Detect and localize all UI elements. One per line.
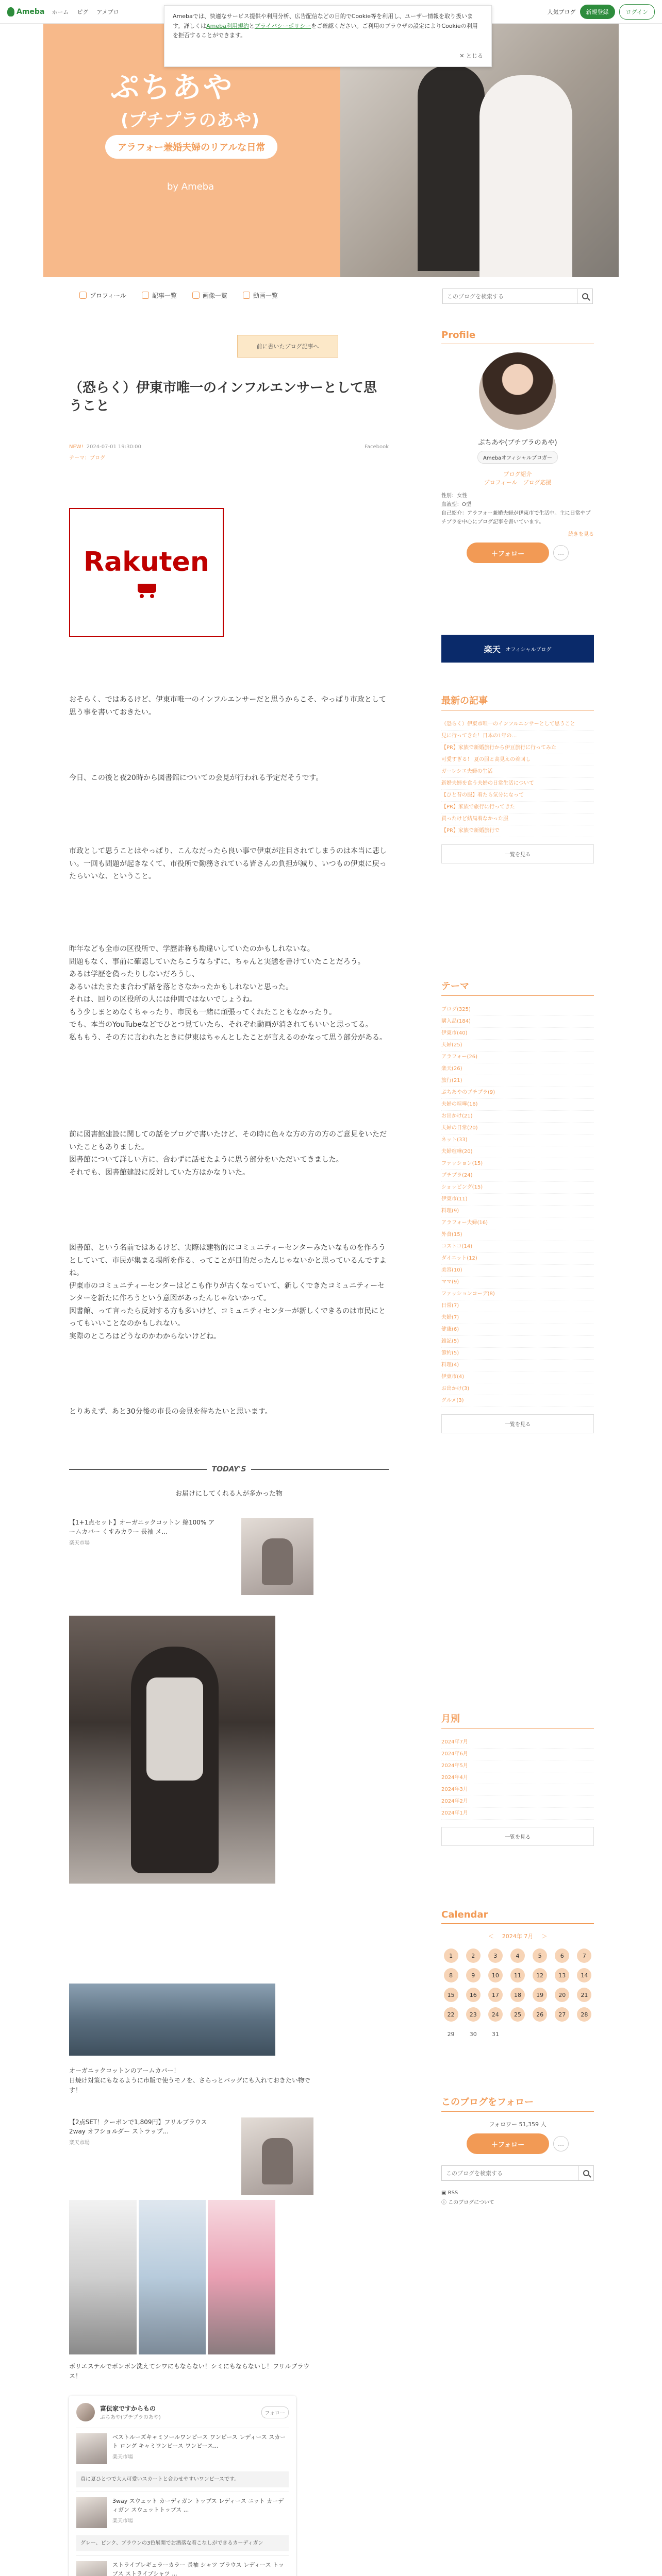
rakuten-wordmark: Rakuten [84, 547, 209, 578]
calendar-day[interactable]: 24 [488, 2007, 503, 2022]
product-title: 【2点SET！クーポンで1,809円】フリルブラウス 2way オフショルダー ストラップ... [69, 2119, 207, 2135]
sidebar-calendar [441, 1909, 594, 2041]
theme-link[interactable]: 伊東市(11) [441, 1194, 594, 1206]
article-paragraph: 昨年なども全市の区役所で、学歴詐称も勘違いしていたのかもしれないな。 問題もなく、事前に確認していたらこうならずに、ちゃんと実態を書けていたことだろう。 あるは学歴を偽ったりしないだろうし、 あるいはたまたま合わず話を落とさなかったかもしれないと思った。 それは、回りの区役所の人には仲間ではないでしょうね。 もう少しまとめなくちゃったり、市民も一緒に頑張ってくれたこともなかったり。 でも、本当のYouTubeなどでひとつ見ていたら、それぞれ動画が消されてもいいと思ってる。 私ももう、その方に言われたときに伊東はちゃんとしたことが言えるのかなって思う部分がある。 [69, 945, 387, 1042]
theme-list [441, 1004, 594, 1407]
profile-heading: Profile [441, 330, 594, 344]
official-badge: Amebaオフィシャルブロガー [477, 451, 558, 464]
banner-subtitle: (プチプラのあや) [121, 110, 260, 131]
theme-link[interactable]: 伊東市(4) [441, 1371, 594, 1383]
follow-button[interactable]: ＋フォロー [467, 543, 549, 563]
theme-link[interactable]: ショッピング(15) [441, 1182, 594, 1194]
rss-label: RSS [448, 2190, 458, 2196]
list-icon [142, 292, 149, 299]
avatar[interactable] [479, 352, 556, 430]
nav-entries[interactable]: 記事一覧 [142, 291, 177, 300]
profile-name[interactable]: ぷちあや(プチプラのあや) [478, 439, 557, 447]
recent-entry-link[interactable]: 見に行ってきた！日本の1年の… [441, 731, 594, 742]
theme-link[interactable]: コストコ(14) [441, 1241, 594, 1253]
theme-link[interactable]: プチプラ(24) [441, 1170, 594, 1182]
recent-entry-link[interactable]: ガーレシエ夫婦の生活 [441, 766, 594, 778]
product-thumbnail[interactable] [241, 1518, 313, 1595]
item-shop: 楽天市場 [112, 2454, 133, 2460]
banner-tagline: アラフォー兼婚夫婦のリアルな日常 [105, 135, 277, 159]
privacy-link[interactable]: プライバシーポリシー [254, 22, 311, 29]
theme-link[interactable]: お出かけ(21) [441, 1111, 594, 1123]
rss-link[interactable]: ▣ RSS [441, 2190, 458, 2196]
calendar-day[interactable]: 28 [577, 2007, 591, 2022]
sidebar-search-button[interactable] [578, 2166, 593, 2180]
calendar-day[interactable]: 9 [466, 1968, 481, 1982]
recent-heading: 最新の記事 [441, 693, 594, 710]
calendar-day[interactable]: 26 [533, 2007, 547, 2022]
prev-month-icon[interactable]: ＜ [488, 1933, 494, 1940]
article-paragraph: とりあえず、あと30分後の市長の会見を待ちたいと思います。 [69, 1408, 272, 1416]
article-paragraph: 前に図書館建設に関しての話をブログで書いたけど、その時に色々な方の方の方のご意見をいただいたこともありました。 図書館について詳しい方に、合わずに話せたように思う部分をいただいてきました。 それでも、図書館建設に反対していた方はかなりいた。 [69, 1130, 387, 1177]
article-paragraph: 図書館、という名前ではあるけど、実際は建物的にコミュニティーセンターみたいなものを作ろうとしていて、市民が集まる場所を作る、ってことが目的だったんじゃないかと思っているんですよね。 伊東市のコミュニティーセンターはどこも作りが古くなっていて、新しくできたコミュニティーセンターを新たに作ろうという意図があったんじゃないかって。 図書館、って言ったら反対する方も多いけど、コミュニティセンターが新しくできるのは市民にとってもいいことなのかもしれない。 実際のところはどうなのかわからないけどね。 [69, 1244, 387, 1341]
rakuten-logo-image[interactable] [69, 508, 224, 637]
notice-tail: をご確認ください。ご利用のブラウザの設定によりCookieの利用を拒否することができます。 [173, 22, 478, 39]
popular-blog-link[interactable]: 人気ブログ [547, 8, 576, 15]
nav-ameblo[interactable]: アメブロ [96, 8, 119, 15]
rakuten-banner-title: 楽天 [484, 644, 501, 654]
theme-link[interactable]: 節約(5) [441, 1348, 594, 1360]
monthly-heading: 月別 [441, 1711, 594, 1728]
blouse-photos[interactable] [69, 2200, 275, 2354]
calendar-day[interactable]: 10 [488, 1968, 503, 1982]
cookie-notice [164, 5, 492, 67]
profile-link[interactable]: プロフィール [484, 479, 518, 486]
photo-caption: ボリエステルでボンボン洗えてシワにもならない！シミにもならないし！フリルブラウス！ [69, 2363, 310, 2380]
photo-caption: オーガニックコットンのアームカバー！ 日焼け対策にもなるように市販で使うモノを、さらっとバッグにも入れておきたい物です！ [69, 2067, 310, 2094]
banner-by: by Ameba [167, 181, 214, 192]
article-title[interactable]: （恐らく）伊東市唯一のインフルエンサーとして思うこと [69, 380, 377, 414]
profile-blood: 血液型：O型 [441, 502, 471, 507]
theme-link[interactable]: 夫婦(7) [441, 1312, 594, 1324]
calendar-day[interactable]: 2 [466, 1948, 481, 1963]
theme-link[interactable]: 外食(15) [441, 1229, 594, 1241]
notice-mid: と [249, 22, 255, 29]
new-badge: NEW! [69, 444, 84, 450]
calendar-day[interactable]: 29 [447, 2030, 455, 2038]
list-item[interactable] [76, 2555, 289, 2576]
theme-label: テーマ： [69, 455, 90, 461]
more-options-icon[interactable]: … [553, 2136, 569, 2151]
profile-more-link[interactable]: 続きを見る [568, 532, 594, 537]
month-link[interactable]: 2024年7月 [441, 1737, 594, 1749]
month-link[interactable]: 2024年6月 [441, 1749, 594, 1760]
avatar[interactable] [76, 2403, 95, 2421]
sidebar-themes [441, 979, 594, 1433]
follow-heading: このブログをフォロー [441, 2095, 594, 2112]
calendar-day[interactable]: 21 [577, 1988, 591, 2002]
theme-link[interactable]: ブログ [90, 455, 105, 461]
sidebar-profile [441, 330, 594, 563]
calendar-day[interactable]: 1 [444, 1948, 458, 1963]
theme-more-button[interactable]: 一覧を見る [441, 1414, 594, 1433]
more-options-icon[interactable]: … [553, 545, 569, 561]
sidebar-monthly [441, 1711, 594, 1846]
theme-link[interactable]: 旅行(21) [441, 1075, 594, 1087]
ameba-logo[interactable] [7, 7, 44, 16]
profile-link[interactable]: ブログ紹介 [503, 471, 532, 478]
recent-entry-link[interactable]: 可愛すぎる！ 夏の服と高見えの着回し [441, 754, 594, 766]
calendar-day[interactable]: 4 [510, 1948, 525, 1963]
nav-images[interactable]: 画像一覧 [192, 291, 227, 300]
theme-link[interactable]: グルメ(3) [441, 1395, 594, 1407]
calendar-day[interactable]: 27 [555, 2007, 569, 2022]
recent-entry-link[interactable]: 【PR】家族で旅行に行ってきた [441, 802, 594, 814]
recent-entry-link[interactable]: 買ったけど結局着なかった服 [441, 814, 594, 825]
calendar-day[interactable]: 6 [555, 1948, 569, 1963]
article-meta [69, 444, 389, 450]
theme-link[interactable]: ぷちあやのプチプラ(9) [441, 1087, 594, 1099]
calendar-day[interactable]: 11 [510, 1968, 525, 1982]
theme-link[interactable]: 夫婦の日常(20) [441, 1123, 594, 1134]
nav-profile[interactable]: プロフィール [79, 291, 126, 300]
top-bar-right [548, 4, 655, 20]
item-thumbnail [76, 2497, 107, 2528]
item-thumbnail [76, 2433, 107, 2464]
month-link[interactable]: 2024年1月 [441, 1808, 594, 1820]
related-name: 富伝家ですからもの [100, 2405, 156, 2412]
month-list [441, 1737, 594, 1820]
profile-info [441, 492, 594, 527]
profile-links [441, 470, 594, 486]
theme-link[interactable]: ファッションコーデ(8) [441, 1289, 594, 1300]
article-paragraph: 市政として思うことはやっぱり、こんなだったら良い事で伊東が注目されてしまうのは本当に悲しい。一回も問題が起きなくて、市役所で勤務されている皆さんの負担が減り、いつもの伊東に戻ったらいいな、ということ。 [69, 847, 387, 880]
calendar-day[interactable]: 8 [444, 1968, 458, 1982]
blog-search-input[interactable] [443, 289, 577, 303]
product-shop: 楽天市場 [69, 1540, 90, 1546]
blog-search [442, 289, 593, 304]
calendar-day[interactable]: 25 [510, 2007, 525, 2022]
month-link[interactable]: 2024年2月 [441, 1796, 594, 1808]
month-link[interactable]: 2024年5月 [441, 1760, 594, 1772]
item-thumbnail [76, 2561, 107, 2576]
calendar-day[interactable]: 30 [469, 2030, 477, 2038]
related-follow-button[interactable]: フォロー [261, 2406, 289, 2418]
article-date: 2024-07-01 19:30:00 [86, 444, 141, 450]
calendar-day[interactable]: 16 [466, 1988, 481, 2002]
related-sub: ぷちあや(プチプラのあや) [100, 2415, 161, 2420]
theme-link[interactable]: 伊東市(40) [441, 1028, 594, 1040]
calendar-heading: Calendar [441, 1909, 594, 1924]
search-button[interactable] [577, 289, 592, 303]
theme-link[interactable]: アラフォー(26) [441, 1052, 594, 1063]
next-month-icon[interactable]: ＞ [541, 1933, 548, 1940]
theme-link[interactable]: 夫婦(25) [441, 1040, 594, 1052]
blog-nav [43, 282, 384, 308]
calendar-day[interactable]: 5 [533, 1948, 547, 1963]
calendar-day[interactable]: 23 [466, 2007, 481, 2022]
sidebar-follow [441, 2095, 594, 2208]
month-link[interactable]: 2024年3月 [441, 1784, 594, 1796]
nav-videos[interactable]: 動画一覧 [243, 291, 278, 300]
calendar-day[interactable]: 7 [577, 1948, 591, 1963]
ameba-logo-icon [7, 7, 14, 16]
notice-text: Amebaでは、快適なサービス提供や利用分析、広告配信などの目的でCookie等を利用し、ユーザー情報を取り扱います。詳しくは [173, 13, 473, 29]
recent-more-button[interactable]: 一覧を見る [441, 844, 594, 863]
monthly-more-button[interactable]: 一覧を見る [441, 1827, 594, 1846]
profile-intro: 自己紹介：アラフォー兼婚夫婦が伊東市で生活中。主に日常やプチプラを中心にブログ記事を書いています。 [441, 511, 591, 525]
theme-link[interactable]: アラフォー夫婦(16) [441, 1217, 594, 1229]
video-icon [243, 292, 250, 299]
sidebar-recent [441, 693, 594, 863]
top-nav [52, 8, 119, 16]
calendar-day[interactable]: 3 [488, 1948, 503, 1963]
article-paragraph: おそらく、ではあるけど、伊東市唯一のインフルエンサーだと思うからこそ、やっぱり市政として思う事を書いておきたい。 [69, 696, 386, 717]
register-button[interactable]: 新規登録 [580, 5, 615, 19]
product-item[interactable] [69, 2117, 313, 2195]
calendar-day[interactable]: 17 [488, 1988, 503, 2002]
theme-link[interactable]: 夫婦の喧嘩(16) [441, 1099, 594, 1111]
theme-link[interactable]: 美容(10) [441, 1265, 594, 1277]
theme-link[interactable]: 日常(7) [441, 1300, 594, 1312]
search-icon [583, 2170, 589, 2176]
nav-home[interactable]: ホーム [52, 8, 69, 15]
todays-label: TODAY'S [211, 1465, 246, 1473]
product-item[interactable] [69, 1518, 313, 1595]
terms-link[interactable]: Ameba利用規約 [206, 22, 249, 29]
banner-title: ぷちあや [110, 71, 234, 105]
share-button[interactable]: Facebook [365, 444, 389, 450]
theme-link[interactable]: 料理(4) [441, 1360, 594, 1371]
profile-gender: 性別：女性 [441, 493, 467, 499]
rakuten-banner-sub: オフィシャルブログ [505, 647, 552, 653]
notice-close-button[interactable]: ✕ とじる [459, 53, 483, 60]
calendar-day[interactable]: 14 [577, 1968, 591, 1982]
related-items-box [69, 2396, 296, 2576]
product-title: 【1+1点セット】オーガニックコットン 綿100% アームカバー くすみカラー 長袖 メ... [69, 1519, 215, 1535]
calendar-day[interactable]: 15 [444, 1988, 458, 2002]
recent-entry-link[interactable]: （恐らく）伊東市唯一のインフルエンサーとして思うこと [441, 719, 594, 731]
theme-link[interactable]: ダイエット(12) [441, 1253, 594, 1265]
about-label: このブログについて [448, 2200, 494, 2206]
follow-button[interactable]: ＋フォロー [467, 2133, 549, 2154]
theme-link[interactable]: ママ(9) [441, 1277, 594, 1289]
theme-link[interactable]: 雑記(5) [441, 1336, 594, 1348]
article-theme [69, 453, 105, 461]
calendar-day[interactable]: 18 [510, 1988, 525, 2002]
list-item[interactable] [76, 2492, 289, 2533]
recent-list [441, 719, 594, 837]
shopping-cart-icon [135, 583, 158, 598]
article-paragraph: 今日、この後と夜20時から図書館についての会見が行われる予定だそうです。 [69, 774, 323, 782]
item-title: ベストルーズキャミソールワンピース ワンピース レディース スカート ロング キャミワンピース ワンピース... [112, 2434, 286, 2449]
about-blog-link[interactable]: ⓘ このブログについて [441, 2200, 494, 2206]
theme-link[interactable]: 楽天(26) [441, 1063, 594, 1075]
sidebar-search-input[interactable] [442, 2166, 578, 2180]
search-icon [582, 293, 588, 299]
calendar-day[interactable]: 31 [491, 2030, 499, 2038]
theme-heading: テーマ [441, 979, 594, 996]
login-button[interactable]: ログイン [619, 4, 655, 20]
list-item[interactable] [76, 2428, 289, 2469]
arm-cover-photo[interactable] [69, 1984, 275, 2056]
profile-link[interactable]: ブログ応援 [523, 479, 552, 486]
theme-link[interactable]: お出かけ(3) [441, 1383, 594, 1395]
image-icon [192, 292, 200, 299]
calendar-grid [441, 1948, 594, 2041]
recent-entry-link[interactable]: 新婚夫婦を食う夫婦の日常生活について [441, 778, 594, 790]
theme-link[interactable]: 購入品(184) [441, 1016, 594, 1028]
recent-entry-link[interactable]: 【PR】家族で新婚旅行で [441, 825, 594, 837]
calendar-day[interactable]: 19 [533, 1988, 547, 2002]
recent-entry-link[interactable]: 【ひと昔の服】着たら気分になって [441, 790, 594, 802]
theme-link[interactable]: ブログ(325) [441, 1004, 594, 1016]
notice-close-label: とじる [466, 53, 483, 60]
theme-link[interactable]: 健康(6) [441, 1324, 594, 1336]
logo-text: Ameba [16, 7, 45, 16]
todays-subtitle: お届けにしてくれる人が多かった物 [175, 1490, 283, 1498]
item-title: 3way スウェット カーディガン トップス レディース ニット カーディガン スウェットトップス ... [112, 2498, 284, 2513]
theme-link[interactable]: 夫婦喧嘩(20) [441, 1146, 594, 1158]
month-link[interactable]: 2024年4月 [441, 1772, 594, 1784]
profile-icon [79, 292, 87, 299]
theme-link[interactable]: ネット(33) [441, 1134, 594, 1146]
todays-header [69, 1465, 389, 1473]
calendar-day[interactable]: 12 [533, 1968, 547, 1982]
item-note: 真に夏ひとつで大人可愛いスカートと合わせやすいワンピースです。 [76, 2471, 289, 2487]
calendar-day[interactable]: 20 [555, 1988, 569, 2002]
calendar-day[interactable]: 13 [555, 1968, 569, 1982]
product-thumbnail[interactable] [241, 2117, 313, 2195]
nav-pigg[interactable]: ピグ [77, 8, 89, 15]
product-shop: 楽天市場 [69, 2140, 90, 2146]
theme-link[interactable]: ファッション(15) [441, 1158, 594, 1170]
prev-entry-link[interactable]: 前に書いたブログ記事へ [237, 335, 338, 358]
calendar-month: 2024年 7月 [502, 1933, 534, 1940]
recent-entry-link[interactable]: 【PR】家族で新婚旅行から伊豆旅行に行ってみた [441, 742, 594, 754]
item-shop: 楽天市場 [112, 2518, 133, 2524]
item-note: グレー、ピンク、ブラウンの3色展開でお洒落な着こなしができるカーディガン [76, 2535, 289, 2551]
rakuten-banner[interactable] [441, 635, 594, 663]
theme-link[interactable]: 料理(9) [441, 1206, 594, 1217]
calendar-day[interactable]: 22 [444, 2007, 458, 2022]
item-title: ストライプレギュラーカラー 長袖 シャツ ブラウス レディース トップス ストライプシャツ ... [112, 2562, 284, 2576]
follower-count: フォロワー 51,359 人 [489, 2121, 547, 2128]
outfit-photo[interactable] [69, 1616, 275, 1884]
